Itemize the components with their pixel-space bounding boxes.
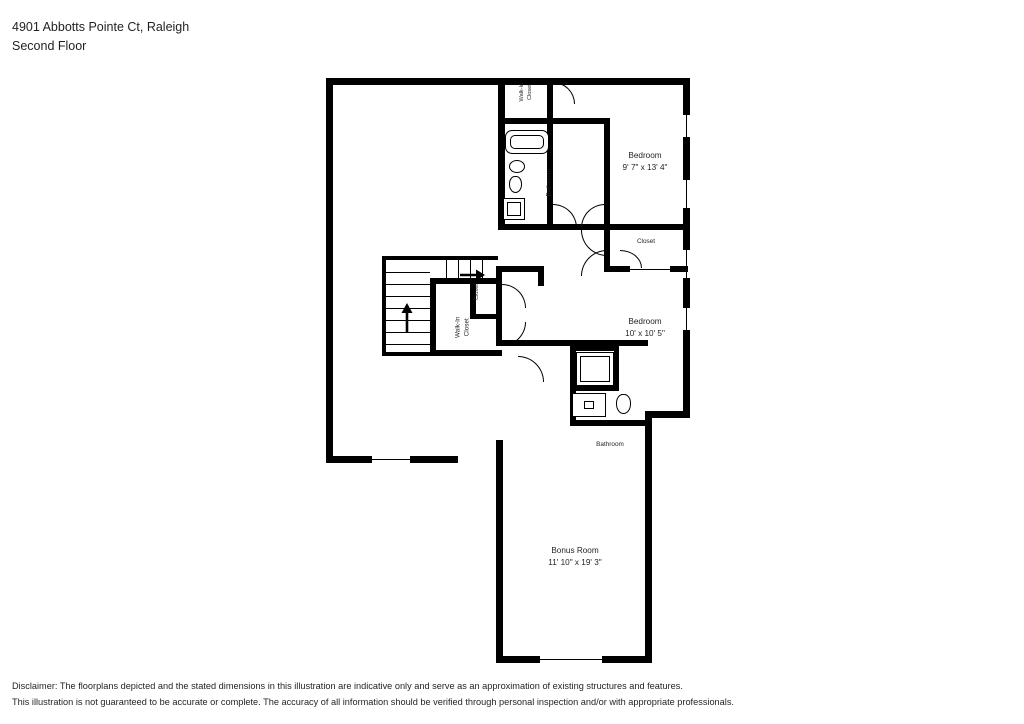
label-bedroom-2: Bedroom 10' x 10' 5" xyxy=(625,317,665,338)
label-walkin-closet-top: Walk-In Closet xyxy=(518,82,533,102)
door-closet-mid xyxy=(620,250,642,268)
wall-notch-b xyxy=(498,112,505,113)
stairs-landing-edge xyxy=(430,282,496,284)
door-bathroom-upper xyxy=(553,204,577,228)
wall-bonus-right xyxy=(645,483,652,663)
window-bonus-bottom-line xyxy=(540,659,602,660)
wall-shower-top xyxy=(570,346,618,351)
sink-fixture-upper xyxy=(509,160,525,173)
wall-exterior-top xyxy=(326,78,690,85)
label-bathroom-lower: Bathroom xyxy=(596,441,624,448)
bathtub-fixture xyxy=(505,130,549,154)
window-right-3-line xyxy=(686,250,687,278)
stairs-direction-arrow-up xyxy=(400,303,414,333)
wall-walkin-mid-left xyxy=(430,278,436,356)
vanity-sink-lower xyxy=(584,401,594,409)
wall-bedroom2-top xyxy=(496,266,542,272)
door-walkin-closet-top xyxy=(553,82,575,104)
closet-mid-rod xyxy=(630,269,670,270)
wall-walkin-closet-bottom xyxy=(498,118,554,124)
window-right-2-line xyxy=(686,180,687,208)
label-closet-small: Closet xyxy=(473,284,480,300)
label-bedroom-1: Bedroom 9' 7" x 13' 4" xyxy=(622,151,668,172)
shower-fixture-upper xyxy=(503,198,525,220)
floor-label: Second Floor xyxy=(12,39,87,54)
wall-stair-bottom xyxy=(382,352,432,356)
door-hall-upper xyxy=(581,204,605,228)
wall-shower-right xyxy=(614,346,619,390)
door-closet-small xyxy=(502,284,526,308)
door-bathroom-lower xyxy=(518,356,544,382)
wall-bathroom-lower-bottom xyxy=(570,420,650,426)
window-right-1-line xyxy=(686,115,687,137)
wall-bedroom1-top-offset xyxy=(553,118,610,124)
shower-fixture-lower xyxy=(576,352,614,386)
label-closet-mid: Closet xyxy=(636,238,656,245)
label-walkin-closet-mid: Walk-In Closet xyxy=(454,316,471,338)
toilet-fixture-upper xyxy=(509,176,522,193)
label-bonus-room: Bonus Room 11' 10" x 19' 3" xyxy=(548,546,602,567)
wall-exterior-left xyxy=(326,78,333,463)
wall-closet-small-bottom xyxy=(470,314,502,319)
toilet-fixture-lower xyxy=(616,394,631,414)
wall-bedroom2-top-stub xyxy=(538,266,544,286)
property-address: 4901 Abbotts Pointe Ct, Raleigh xyxy=(12,20,190,34)
plan-header xyxy=(12,18,189,57)
door-bedroom2 xyxy=(581,250,607,276)
wall-bonus-left xyxy=(496,440,503,663)
wall-notch-a xyxy=(498,104,505,105)
disclaimer-line-1: Disclaimer: The floorplans depicted and the stated dimensions in this illustration are indicative only and serve as an approximation of existing structures and features. xyxy=(12,681,683,691)
disclaimer xyxy=(12,678,1012,710)
window-left-bottom-line xyxy=(372,459,410,460)
wall-closet-mid-top xyxy=(604,224,688,230)
label-bathroom-upper: Bathroom xyxy=(545,168,553,197)
floorplan-drawing xyxy=(300,60,740,680)
disclaimer-line-2: This illustration is not guaranteed to be accurate or complete. The accuracy of all information should be verified through personal inspection and/or with appropriate professionals. xyxy=(12,697,734,708)
wall-shower-bottom xyxy=(570,386,619,391)
